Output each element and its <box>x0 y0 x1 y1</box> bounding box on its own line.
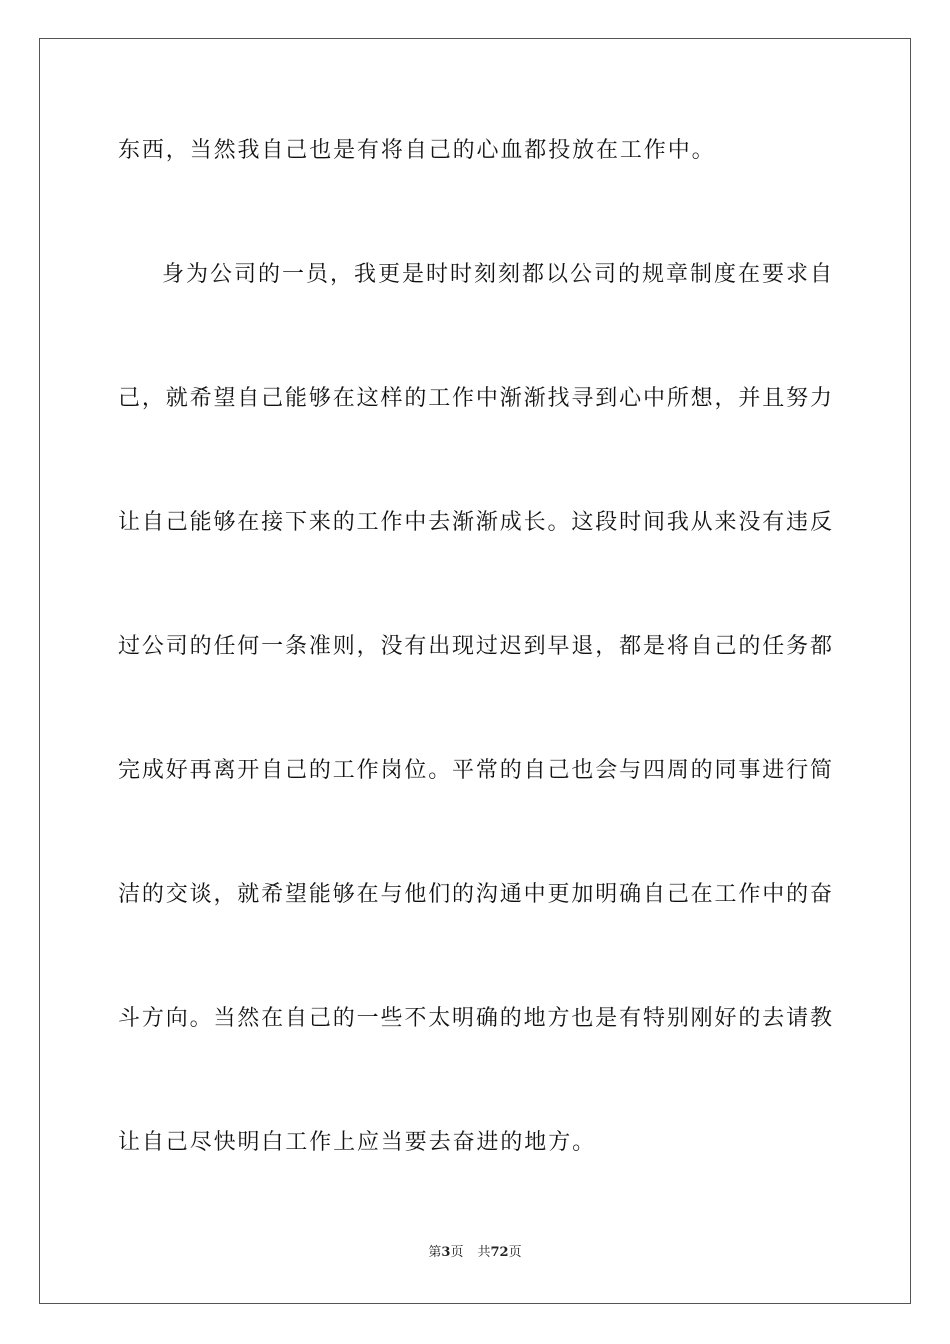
total-suffix: 页 <box>508 1245 522 1260</box>
body-text-line: 让自己尽快明白工作上应当要去奋进的地方。 <box>118 1130 597 1155</box>
total-pages: 72 <box>490 1245 509 1260</box>
body-text-line: 洁的交谈，就希望能够在与他们的沟通中更加明确自己在工作中的奋 <box>118 882 832 907</box>
body-text-line: 斗方向。当然在自己的一些不太明确的地方也是有特别刚好的去请教 <box>118 1006 832 1031</box>
page-prefix: 第 <box>428 1245 442 1260</box>
body-text-line: 己，就希望自己能够在这样的工作中渐渐找寻到心中所想，并且努力 <box>118 386 832 411</box>
page-number: 3 <box>441 1245 451 1260</box>
body-text-line: 让自己能够在接下来的工作中去渐渐成长。这段时间我从来没有违反 <box>118 510 832 535</box>
page-footer <box>0 1244 950 1262</box>
body-text-line: 身为公司的一员，我更是时时刻刻都以公司的规章制度在要求自 <box>162 262 832 287</box>
body-text-line: 过公司的任何一条准则，没有出现过迟到早退，都是将自己的任务都 <box>118 634 832 659</box>
page-suffix: 页 <box>450 1245 464 1260</box>
body-text-line: 完成好再离开自己的工作岗位。平常的自己也会与四周的同事进行简 <box>118 758 832 783</box>
page-border <box>39 38 911 1304</box>
body-text-line: 东西，当然我自己也是有将自己的心血都投放在工作中。 <box>118 138 716 163</box>
total-prefix: 共 <box>477 1245 491 1260</box>
